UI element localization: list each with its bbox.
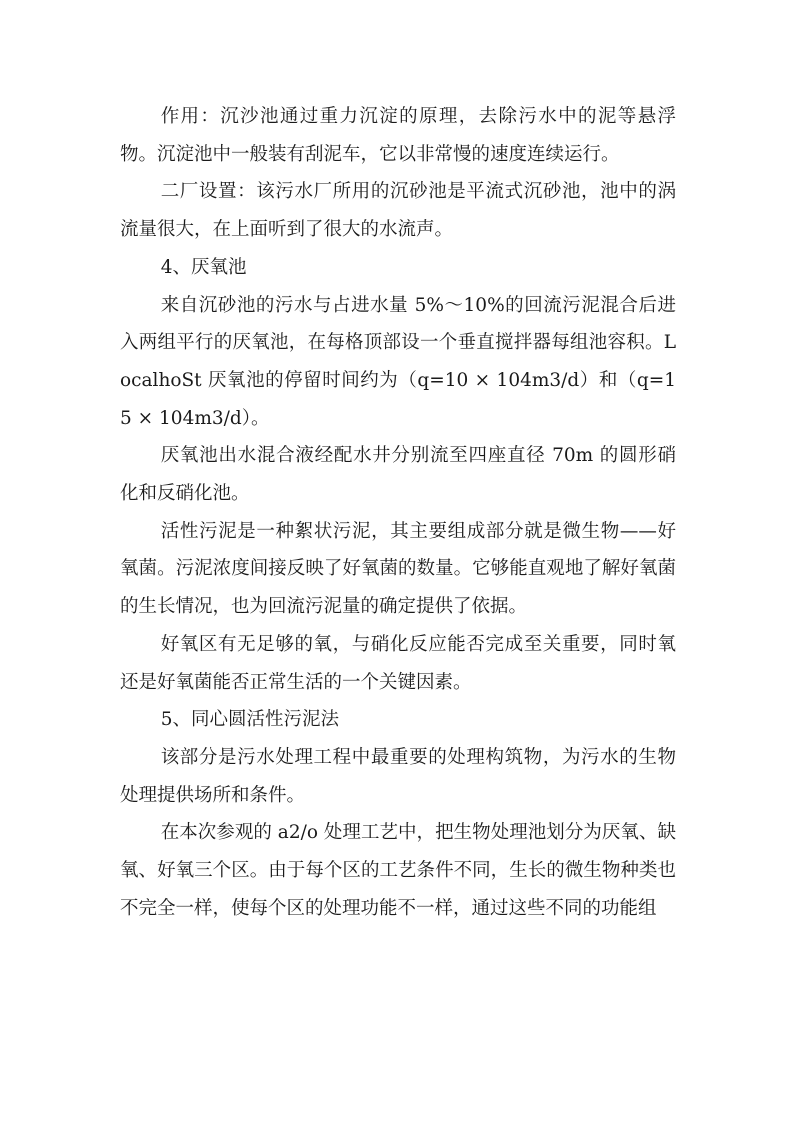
section-heading-concentric-process: 5、同心圆活性污泥法: [160, 709, 339, 731]
paragraph-anaerobic-outflow: 厌氧池出水混合液经配水井分别流至四座直径 70m 的圆形硝化和反硝化池。: [120, 445, 676, 505]
paragraph-sedimentation-function: 作用：沉沙池通过重力沉淀的原理，去除污水中的泥等悬浮物。沉淀池中一般装有刮泥车，它以非常慢的速度连续运行。: [120, 106, 676, 165]
paragraph-anaerobic-inflow: 来自沉砂池的污水与占进水量 5%～10%的回流污泥混合后进入两组平行的厌氧池，在每格顶部设一个垂直搅拌器每组池容积。LocalhoSt 厌氧池的停留时间约为（q=10 × 104m3/d）和（q=15 × 104m3/d）。: [120, 294, 676, 429]
section-heading-anaerobic-tank: 4、厌氧池: [160, 256, 247, 278]
document-body: [120, 98, 676, 927]
paragraph-activated-sludge: 活性污泥是一种絮状污泥，其主要组成部分就是微生物——好氧菌。污泥浓度间接反映了好氧菌的数量。它够能直观地了解好氧菌的生长情况，也为回流污泥量的确定提供了依据。: [120, 520, 676, 618]
paragraph-aerobic-zone: 好氧区有无足够的氧，与硝化反应能否完成至关重要，同时氧还是好氧菌能否正常生活的一个关键因素。: [120, 633, 676, 693]
paragraph-plant-setup: 二厂设置：该污水厂所用的沉砂池是平流式沉砂池，池中的涡流量很大，在上面听到了很大的水流声。: [120, 181, 676, 241]
paragraph-a2o-process: 在本次参观的 a2/o 处理工艺中，把生物处理池划分为厌氧、缺氧、好氧三个区。由于每个区的工艺条件不同，生长的微生物种类也不完全一样，使每个区的处理功能不一样，通过这些不同的功能组: [120, 822, 676, 919]
paragraph-biological-treatment: 该部分是污水处理工程中最重要的处理构筑物，为污水的生物处理提供场所和条件。: [120, 746, 676, 806]
